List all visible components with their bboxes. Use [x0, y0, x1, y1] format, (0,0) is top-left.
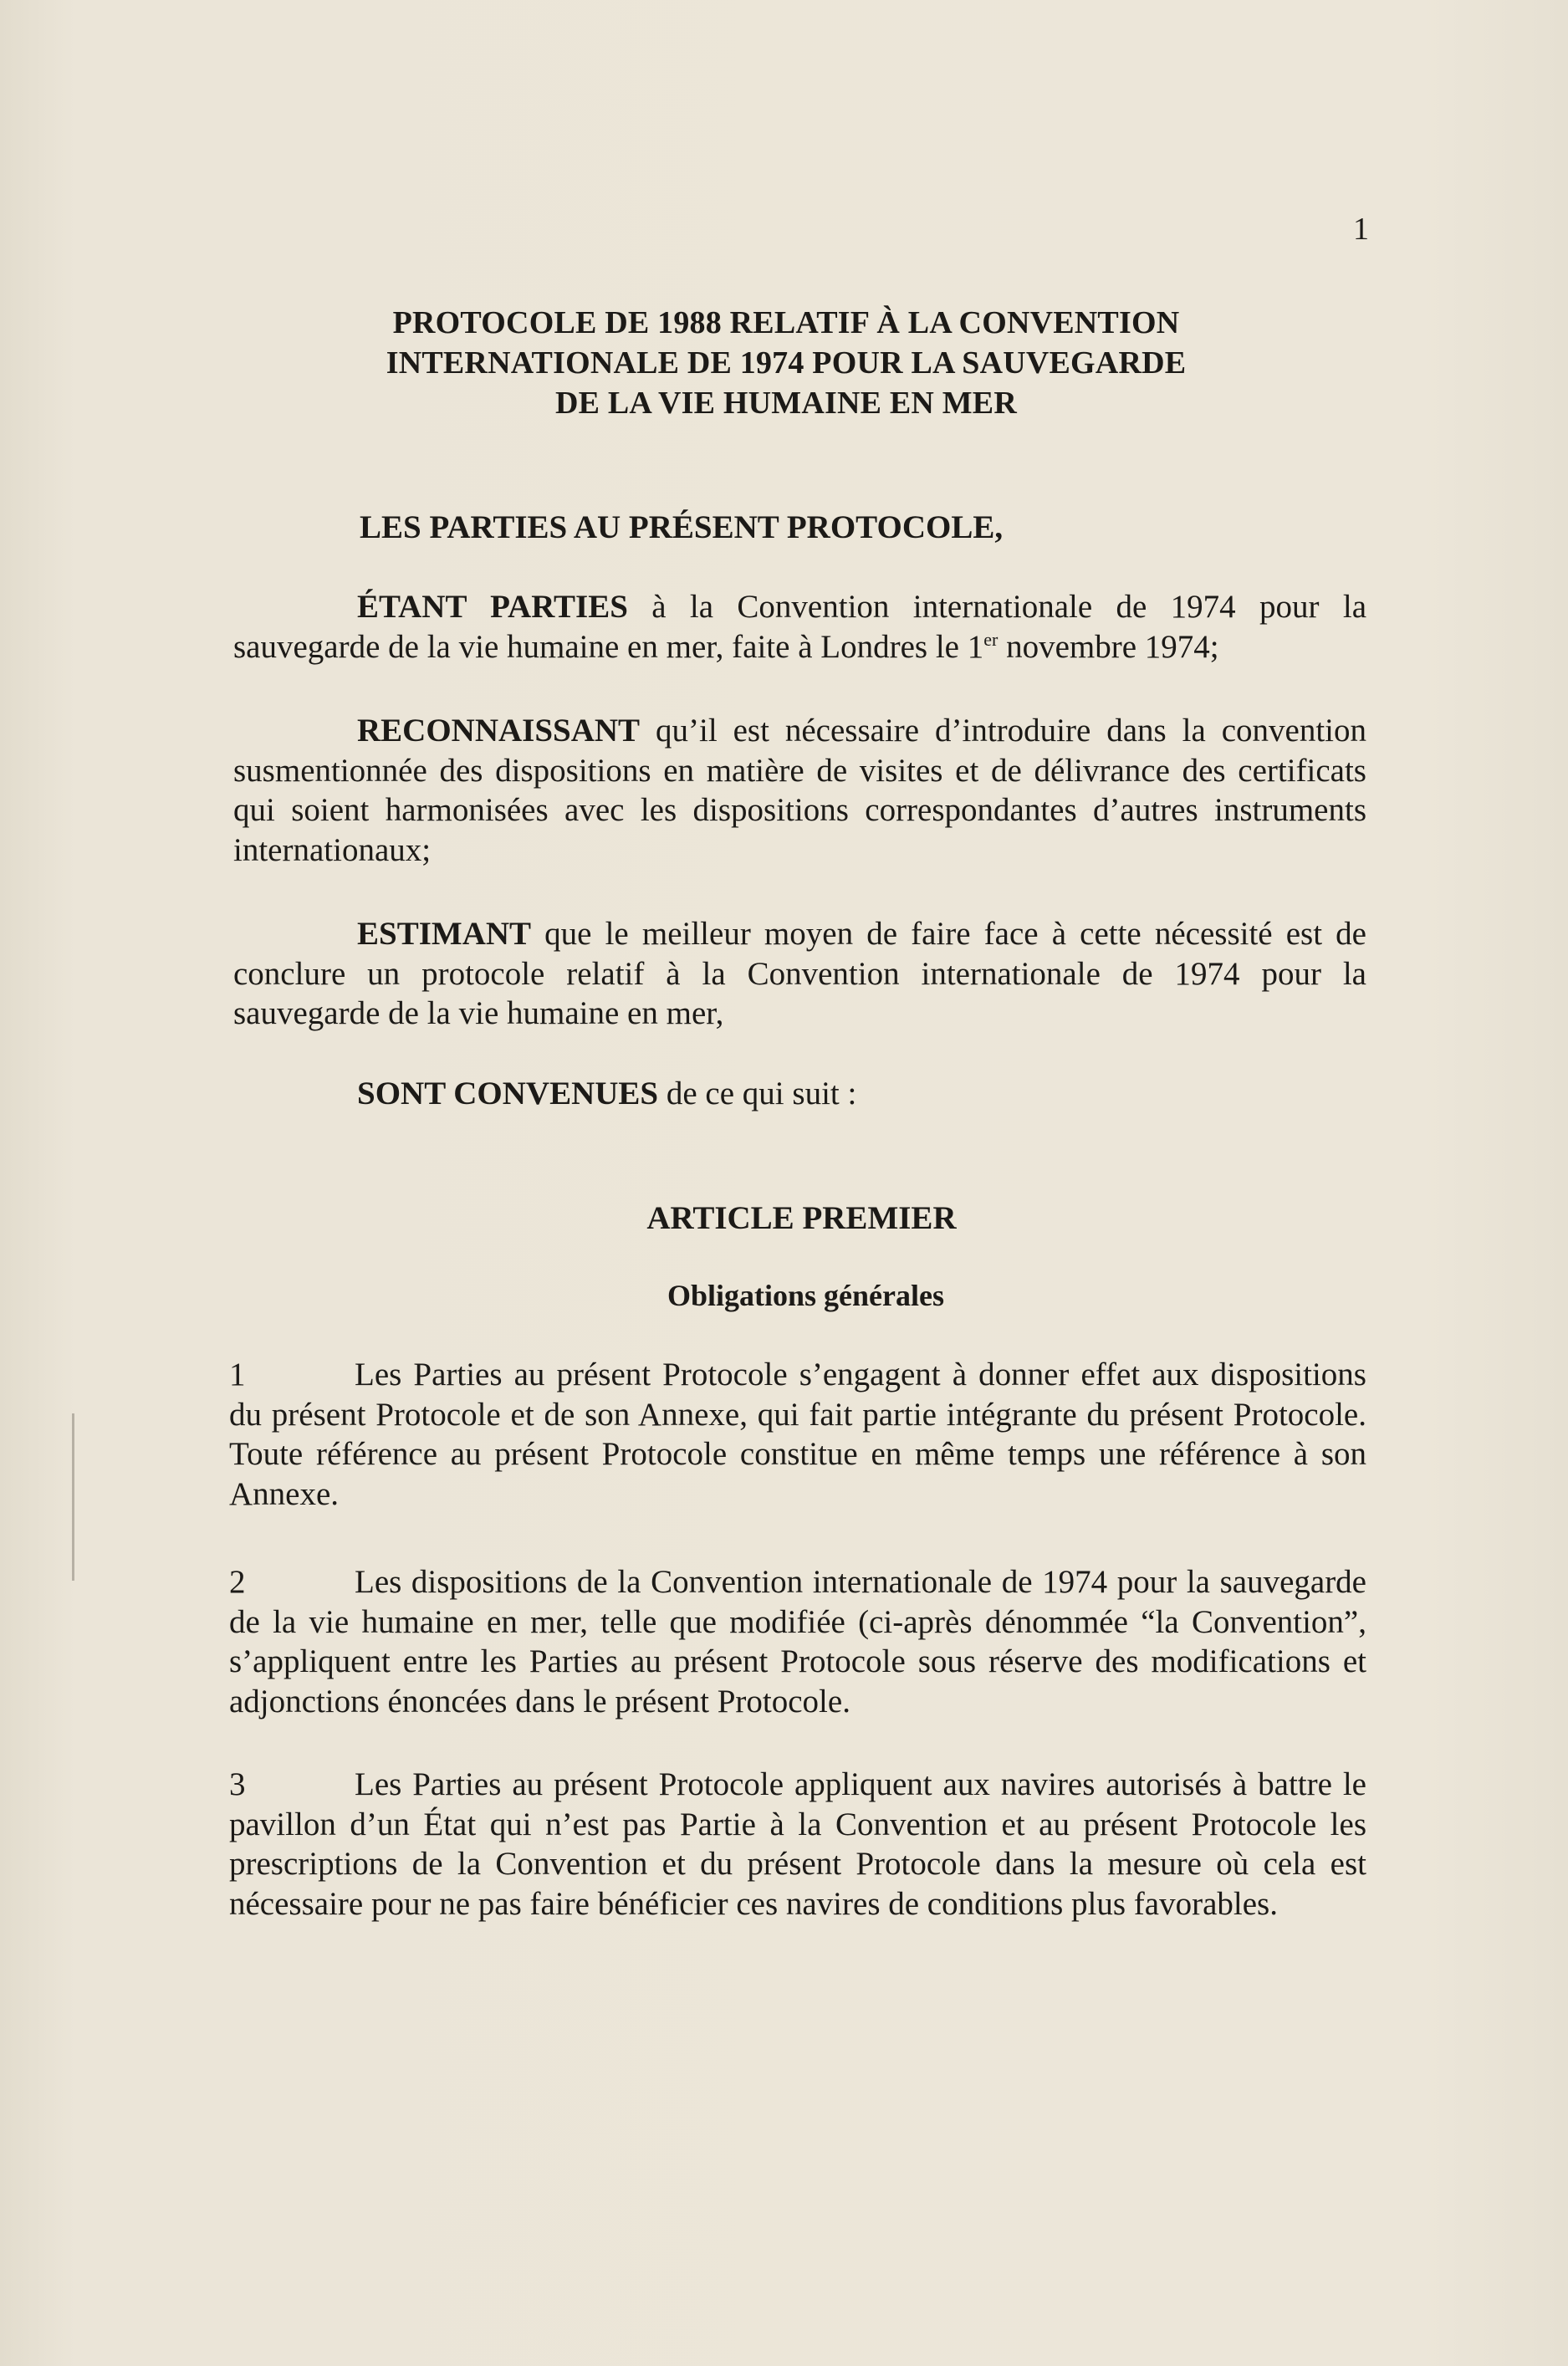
- parties-heading: LES PARTIES AU PRÉSENT PROTOCOLE,: [360, 509, 1004, 545]
- article-subtitle: Obligations générales: [667, 1279, 944, 1312]
- page-number: 1: [1353, 212, 1369, 247]
- preamble-text: novembre 1974;: [998, 628, 1219, 665]
- preamble-lead: RECONNAISSANT: [357, 713, 641, 749]
- preamble-text: que le meilleur moyen de faire face à cette nécessité est de conclure un protocole relatif à la Convention internationale de 1974 pour la sauvegarde de la vie humaine en mer,: [233, 916, 1366, 1031]
- agreement-text: de ce qui suit :: [658, 1076, 857, 1111]
- article-paragraph: [229, 1562, 1366, 1721]
- title-line: DE LA VIE HUMAINE EN MER: [555, 386, 1017, 421]
- preamble-text: qu’il est nécessaire d’introduire dans la convention susmentionnée des dispositions en matière de visites et de délivrance des certificats qui soient harmonisées avec les dispositions correspondantes d’autres instruments internationaux;: [233, 713, 1366, 868]
- paragraph-number: 2: [229, 1564, 246, 1600]
- preamble-text: à la Convention internationale de 1974 pour la sauvegarde de la vie humaine en mer, faite à Londres le 1: [233, 589, 1367, 665]
- superscript: er: [983, 628, 999, 650]
- preamble-lead: ÉTANT PARTIES: [357, 589, 628, 625]
- agreement-clause: [357, 1075, 856, 1112]
- paragraph-number: 1: [229, 1357, 246, 1393]
- title-line: PROTOCOLE DE 1988 RELATIF À LA CONVENTION: [392, 305, 1180, 340]
- article-paragraph: [229, 1765, 1366, 1924]
- agreement-lead: SONT CONVENUES: [357, 1076, 659, 1111]
- title-line: INTERNATIONALE DE 1974 POUR LA SAUVEGARDE: [386, 345, 1187, 381]
- paragraph-text: Les Parties au présent Protocole appliquent aux navires autorisés à battre le pavillon d’un État qui n’est pas Partie à la Convention et au présent Protocole les prescriptions de la Convention et du présent Protocole dans la mesure où cela est nécessaire pour ne pas faire bénéficier ces navires de conditions plus favorables.: [229, 1766, 1366, 1922]
- paragraph-text: Les Parties au présent Protocole s’engagent à donner effet aux dispositions du présent Protocole et de son Annexe, qui fait partie intégrante du présent Protocole. Toute référence au présent Protocole constitue en même temps une référence à son Annexe.: [229, 1357, 1366, 1512]
- article-paragraph: [229, 1355, 1366, 1514]
- paragraph-text: Les dispositions de la Convention internationale de 1974 pour la sauvegarde de la vie humaine en mer, telle que modifiée (ci-après dénommée “la Convention”, s’appliquent entre les Parties au présent Protocole sous réserve des modifications et adjonctions énoncées dans le présent Protocole.: [229, 1564, 1366, 1720]
- preamble-paragraph: [233, 587, 1366, 667]
- preamble-paragraph: [233, 914, 1366, 1034]
- paragraph-number: 3: [229, 1766, 246, 1802]
- article-title: ARTICLE PREMIER: [646, 1200, 957, 1236]
- preamble-paragraph: [233, 711, 1366, 870]
- preamble-lead: ESTIMANT: [357, 916, 532, 952]
- margin-revision-bar: [72, 1413, 74, 1581]
- document-title: [335, 303, 1238, 423]
